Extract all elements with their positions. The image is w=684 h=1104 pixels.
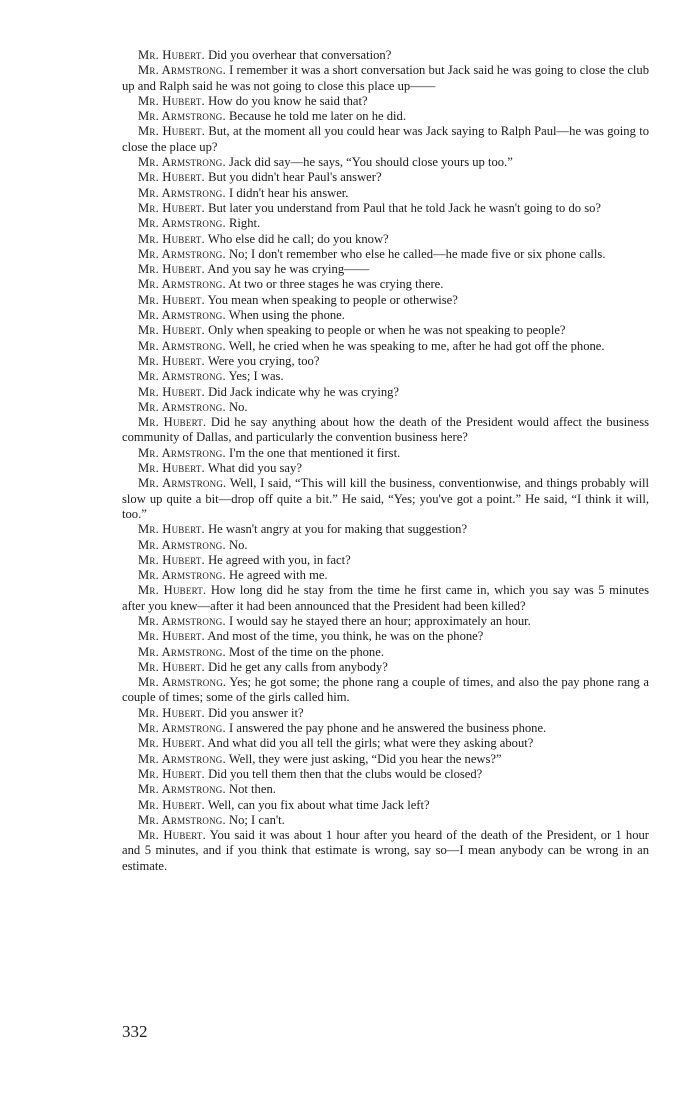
testimony-paragraph bbox=[122, 538, 649, 553]
speaker-label: Mr. Hubert. bbox=[138, 200, 205, 215]
testimony-paragraph bbox=[122, 124, 649, 155]
speech-text: Yes; he got some; the phone rang a couple of times, and also the pay phone rang a couple of times; some of the girls called him. bbox=[122, 675, 649, 705]
testimony-paragraph bbox=[122, 782, 649, 797]
testimony-paragraph bbox=[122, 201, 649, 216]
speaker-label: Mr. Hubert. bbox=[138, 292, 205, 307]
testimony-paragraph bbox=[122, 568, 649, 583]
speech-text: How long did he stay from the time he first came in, which you say was 5 minutes after you knew—after it had been announced that the President had been killed? bbox=[122, 583, 649, 613]
speech-text: Only when speaking to people or when he was not speaking to people? bbox=[208, 323, 566, 338]
speaker-label: Mr. Armstrong. bbox=[138, 308, 226, 323]
testimony-paragraph bbox=[122, 109, 649, 124]
testimony-paragraph bbox=[122, 767, 649, 782]
testimony-paragraph bbox=[122, 629, 649, 644]
speech-text: He agreed with you, in fact? bbox=[208, 552, 351, 567]
testimony-paragraph bbox=[122, 461, 649, 476]
speech-text: What did you say? bbox=[207, 461, 302, 476]
speech-text: Right. bbox=[229, 216, 261, 231]
speech-text: Were you crying, too? bbox=[207, 353, 320, 368]
speaker-label: Mr. Armstrong. bbox=[138, 537, 226, 552]
speaker-label: Mr. Hubert. bbox=[138, 705, 205, 720]
speaker-label: Mr. Armstrong. bbox=[138, 63, 226, 78]
speaker-label: Mr. Hubert. bbox=[138, 262, 205, 277]
speech-text: He agreed with me. bbox=[229, 568, 328, 583]
speaker-label: Mr. Armstrong. bbox=[138, 338, 226, 353]
speech-text: Did he get any calls from anybody? bbox=[208, 659, 388, 674]
speech-text: No. bbox=[229, 399, 248, 414]
speech-text: I would say he stayed there an hour; approximately an hour. bbox=[229, 613, 531, 628]
testimony-paragraph bbox=[122, 706, 649, 721]
speech-text: And what did you all tell the girls; what were they asking about? bbox=[207, 736, 534, 751]
speech-text: And you say he was crying—— bbox=[207, 262, 370, 277]
speech-text: Well, he cried when he was speaking to me, after he had got off the phone. bbox=[228, 338, 605, 353]
speech-text: At two or three stages he was crying there. bbox=[228, 277, 444, 292]
testimony-paragraph bbox=[122, 813, 649, 828]
testimony-paragraph bbox=[122, 155, 649, 170]
speech-text: I didn't hear his answer. bbox=[229, 185, 349, 200]
testimony-paragraph bbox=[122, 675, 649, 706]
speech-text: Yes; I was. bbox=[228, 369, 284, 384]
transcript-page bbox=[122, 48, 649, 874]
testimony-paragraph bbox=[122, 614, 649, 629]
speaker-label: Mr. Armstrong. bbox=[138, 185, 226, 200]
testimony-paragraph bbox=[122, 323, 649, 338]
speech-text: Because he told me later on he did. bbox=[229, 109, 406, 124]
testimony-paragraph bbox=[122, 476, 649, 522]
speaker-label: Mr. Hubert. bbox=[138, 461, 205, 476]
testimony-paragraph bbox=[122, 828, 649, 874]
speaker-label: Mr. Hubert. bbox=[138, 415, 207, 430]
speaker-label: Mr. Armstrong. bbox=[138, 277, 226, 292]
speaker-label: Mr. Hubert. bbox=[138, 353, 205, 368]
testimony-paragraph bbox=[122, 400, 649, 415]
speech-text: But, at the moment all you could hear was Jack saying to Ralph Paul—he was going to close the place up? bbox=[122, 124, 649, 154]
speaker-label: Mr. Armstrong. bbox=[138, 476, 227, 491]
speech-text: Well, I said, “This will kill the business, conventionwise, and things probably will slow up quite a bit—drop off quite a bit.” He said, “Yes; you've got a point.” He said, “I think it will, too.” bbox=[122, 476, 650, 521]
testimony-paragraph bbox=[122, 277, 649, 292]
speaker-label: Mr. Hubert. bbox=[138, 797, 205, 812]
testimony-paragraph bbox=[122, 736, 649, 751]
speaker-label: Mr. Armstrong. bbox=[138, 644, 226, 659]
speech-text: Well, they were just asking, “Did you hear the news?” bbox=[228, 751, 502, 766]
speech-text: Jack did say—he says, “You should close yours up too.” bbox=[229, 155, 513, 170]
speech-text: Did he say anything about how the death of the President would affect the business community of Dallas, and particularly the convention business here? bbox=[122, 415, 649, 445]
testimony-paragraph bbox=[122, 262, 649, 277]
testimony-paragraph bbox=[122, 48, 649, 63]
speech-text: And most of the time, you think, he was on the phone? bbox=[207, 629, 484, 644]
speech-text: When using the phone. bbox=[228, 308, 345, 323]
speaker-label: Mr. Armstrong. bbox=[138, 399, 226, 414]
speaker-label: Mr. Hubert. bbox=[138, 323, 205, 338]
testimony-paragraph bbox=[122, 798, 649, 813]
speech-text: How do you know he said that? bbox=[208, 93, 368, 108]
speech-text: I answered the pay phone and he answered the business phone. bbox=[229, 721, 547, 736]
speaker-label: Mr. Armstrong. bbox=[138, 782, 226, 797]
speech-text: But later you understand from Paul that he told Jack he wasn't going to do so? bbox=[208, 200, 602, 215]
speech-text: Most of the time on the phone. bbox=[229, 644, 384, 659]
testimony-paragraph bbox=[122, 170, 649, 185]
testimony-paragraph bbox=[122, 415, 649, 446]
speaker-label: Mr. Armstrong. bbox=[138, 812, 226, 827]
speaker-label: Mr. Armstrong. bbox=[138, 246, 226, 261]
testimony-paragraph bbox=[122, 369, 649, 384]
testimony-paragraph bbox=[122, 232, 649, 247]
page-number: 332 bbox=[122, 1022, 148, 1041]
speaker-label: Mr. Armstrong. bbox=[138, 109, 226, 124]
speaker-label: Mr. Armstrong. bbox=[138, 751, 226, 766]
speech-text: Well, can you fix about what time Jack left? bbox=[207, 797, 430, 812]
testimony-body bbox=[122, 48, 649, 874]
speech-text: No; I don't remember who else he called—he made five or six phone calls. bbox=[229, 246, 606, 261]
testimony-paragraph bbox=[122, 446, 649, 461]
speaker-label: Mr. Hubert. bbox=[138, 48, 205, 62]
speech-text: You said it was about 1 hour after you heard of the death of the President, or 1 hour and 5 minutes, and if you think that estimate is wrong, say so—I mean anybody can be wrong in an estimate. bbox=[122, 828, 649, 873]
speaker-label: Mr. Hubert. bbox=[138, 552, 205, 567]
speech-text: No; I can't. bbox=[229, 812, 285, 827]
testimony-paragraph bbox=[122, 522, 649, 537]
speaker-label: Mr. Armstrong. bbox=[138, 613, 226, 628]
testimony-paragraph bbox=[122, 94, 649, 109]
speaker-label: Mr. Armstrong. bbox=[138, 216, 226, 231]
testimony-paragraph bbox=[122, 583, 649, 614]
testimony-paragraph bbox=[122, 645, 649, 660]
speech-text: No. bbox=[229, 537, 248, 552]
testimony-paragraph bbox=[122, 721, 649, 736]
speech-text: Did you answer it? bbox=[208, 705, 304, 720]
speaker-label: Mr. Hubert. bbox=[138, 629, 205, 644]
speech-text: I remember it was a short conversation but Jack said he was going to close the club up and Ralph said he was not going to close this place up—— bbox=[122, 63, 650, 93]
speech-text: Not then. bbox=[229, 782, 276, 797]
speaker-label: Mr. Hubert. bbox=[138, 124, 206, 139]
testimony-paragraph bbox=[122, 293, 649, 308]
speaker-label: Mr. Armstrong. bbox=[138, 445, 226, 460]
testimony-paragraph bbox=[122, 63, 649, 94]
speech-text: You mean when speaking to people or otherwise? bbox=[207, 292, 458, 307]
speech-text: Did you overhear that conversation? bbox=[208, 48, 392, 62]
testimony-paragraph bbox=[122, 216, 649, 231]
testimony-paragraph bbox=[122, 553, 649, 568]
speech-text: I'm the one that mentioned it first. bbox=[229, 445, 401, 460]
speech-text: Who else did he call; do you know? bbox=[207, 231, 389, 246]
speaker-label: Mr. Armstrong. bbox=[138, 369, 226, 384]
speech-text: He wasn't angry at you for making that suggestion? bbox=[208, 522, 468, 537]
speaker-label: Mr. Armstrong. bbox=[138, 675, 227, 690]
speaker-label: Mr. Armstrong. bbox=[138, 721, 226, 736]
speaker-label: Mr. Hubert. bbox=[138, 231, 205, 246]
testimony-paragraph bbox=[122, 354, 649, 369]
speaker-label: Mr. Hubert. bbox=[138, 522, 205, 537]
testimony-paragraph bbox=[122, 308, 649, 323]
speaker-label: Mr. Hubert. bbox=[138, 828, 206, 843]
testimony-paragraph bbox=[122, 247, 649, 262]
speaker-label: Mr. Hubert. bbox=[138, 93, 205, 108]
testimony-paragraph bbox=[122, 339, 649, 354]
speech-text: But you didn't hear Paul's answer? bbox=[208, 170, 382, 185]
testimony-paragraph bbox=[122, 186, 649, 201]
speaker-label: Mr. Hubert. bbox=[138, 736, 205, 751]
testimony-paragraph bbox=[122, 385, 649, 400]
speaker-label: Mr. Hubert. bbox=[138, 384, 205, 399]
speaker-label: Mr. Hubert. bbox=[138, 659, 205, 674]
speech-text: Did you tell them then that the clubs would be closed? bbox=[208, 766, 483, 781]
speaker-label: Mr. Armstrong. bbox=[138, 155, 226, 170]
speaker-label: Mr. Hubert. bbox=[138, 583, 207, 598]
speaker-label: Mr. Armstrong. bbox=[138, 568, 226, 583]
speaker-label: Mr. Hubert. bbox=[138, 170, 205, 185]
speech-text: Did Jack indicate why he was crying? bbox=[208, 384, 400, 399]
speaker-label: Mr. Hubert. bbox=[138, 766, 205, 781]
testimony-paragraph bbox=[122, 660, 649, 675]
testimony-paragraph bbox=[122, 752, 649, 767]
